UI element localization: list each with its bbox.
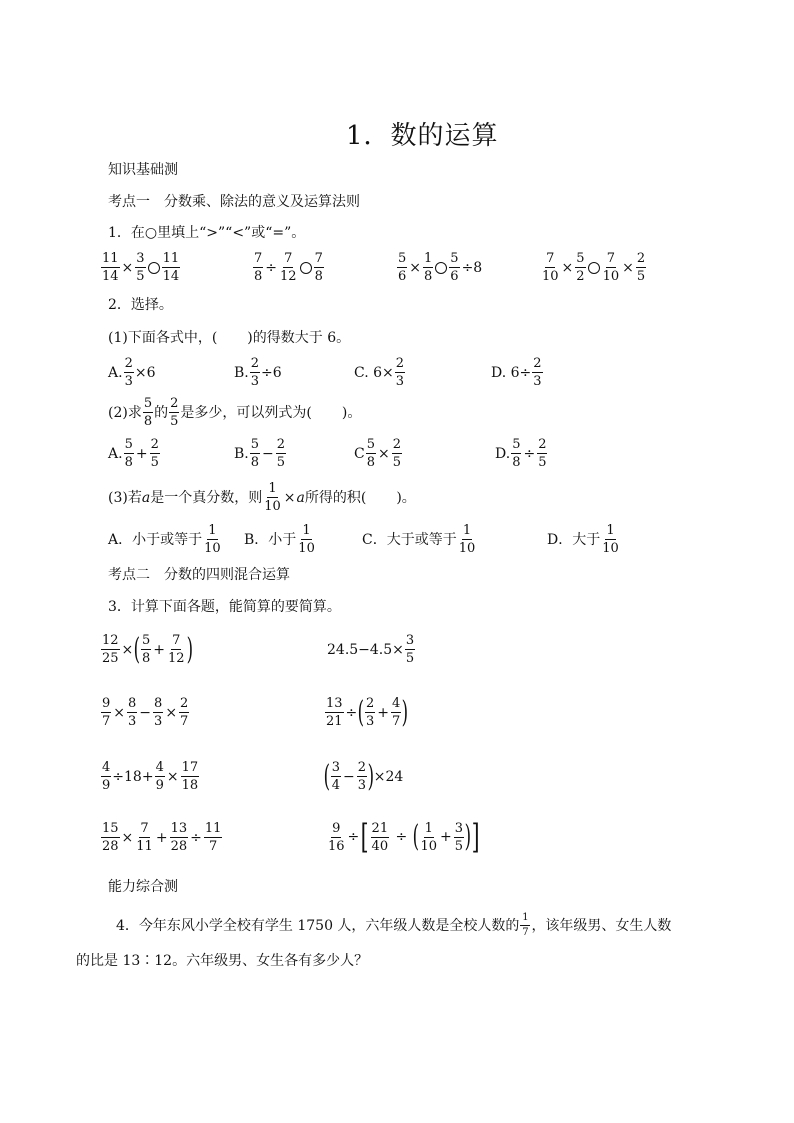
fraction: $\frac{2}{5}$ — [538, 437, 547, 470]
fraction: $\frac{1}{10}$ — [298, 523, 315, 556]
q1-expression-1: $\frac{11}{14}$ × $\frac{3}{5}$ $\frac{11}{14}$ — [102, 251, 180, 284]
q2-sub1-option-a[interactable]: A. $\frac{2}{3}$ ×6 — [108, 356, 156, 389]
fraction: $\frac{2}{3}$ — [124, 356, 133, 389]
fraction: $\frac{5}{8}$ — [366, 437, 375, 470]
fraction: $\frac{7}{8}$ — [254, 251, 263, 284]
q2-sub3-option-b[interactable]: B．小于 $\frac{1}{10}$ — [244, 523, 315, 556]
section-heading-basic: 知识基础测 — [108, 162, 178, 178]
answer-circle[interactable] — [435, 262, 447, 274]
fraction: $\frac{2}{5}$ — [150, 437, 159, 470]
q2-sub3-option-c[interactable]: C．大于或等于 $\frac{1}{10}$ — [362, 523, 476, 556]
fraction: $\frac{1}{10}$ — [458, 523, 476, 556]
page-title: 1．数的运算 — [346, 121, 499, 151]
fraction: $\frac{1}{10}$ — [204, 523, 221, 556]
fraction: $\frac{2}{5}$ — [276, 437, 286, 470]
question-1-text: 1．在○里填上“>”“<”或“=”。 — [108, 225, 306, 241]
fraction: $\frac{5}{8}$ — [143, 396, 153, 429]
q1-expression-4: $\frac{7}{10}$ × $\frac{5}{2}$ $\frac{7}{10}$ × $\frac{2}{5}$ — [542, 251, 646, 284]
q3-expression-1: $\frac{12}{25}$ × ( $\frac{5}{8}$ + $\frac{7}{12}$ ) — [102, 631, 193, 667]
topic-heading-2: 考点二 分数的四则混合运算 — [108, 567, 290, 583]
fraction: $\frac{11}{14}$ — [162, 251, 180, 284]
q3-expression-8: $\frac{9}{16}$ ÷ [ $\frac{21}{40}$ ÷ ( $\frac{1}{10}$ + $\frac{3}{5}$ ) ] — [328, 817, 480, 857]
q3-expression-2: 24.5−4.5× $\frac{3}{5}$ — [327, 633, 415, 666]
q3-expression-7: $\frac{15}{28}$ × $\frac{7}{11}$ + $\frac{13}{28}$ ÷ $\frac{11}{7}$ — [102, 821, 222, 854]
topic-heading-1: 考点一 分数乘、除法的意义及运算法则 — [108, 194, 360, 210]
answer-circle[interactable] — [148, 262, 160, 274]
fraction: $\frac{2}{3}$ — [395, 356, 405, 389]
fraction: $\frac{7}{12}$ — [280, 251, 297, 284]
q2-sub2-option-b[interactable]: B. $\frac{5}{8}$ − $\frac{2}{5}$ — [234, 437, 286, 470]
answer-circle[interactable] — [300, 262, 312, 274]
fraction: $\frac{1}{8}$ — [424, 251, 433, 284]
answer-circle[interactable] — [588, 262, 600, 274]
fraction: $\frac{5}{8}$ — [512, 437, 521, 470]
q3-expression-4: $\frac{13}{21}$ ÷ ( $\frac{2}{3}$ + $\frac{4}{7}$ ) — [326, 694, 409, 730]
section-heading-ability: 能力综合测 — [108, 879, 178, 895]
q2-sub1-stem: (1)下面各式中，( )的得数大于 6。 — [108, 330, 351, 346]
fraction: $\frac{7}{8}$ — [314, 251, 323, 284]
q3-expression-5: $\frac{4}{9}$ ÷18+ $\frac{4}{9}$ × $\frac{17}{18}$ — [102, 760, 199, 793]
q1-expression-2: $\frac{7}{8}$ ÷ $\frac{7}{12}$ $\frac{7}{8}$ — [254, 251, 323, 284]
q2-sub2-option-d[interactable]: D. $\frac{5}{8}$ ÷ $\frac{2}{5}$ — [495, 437, 547, 470]
fraction: $\frac{2}{3}$ — [533, 356, 542, 389]
fraction: $\frac{11}{14}$ — [102, 251, 119, 284]
fraction: $\frac{1}{10}$ — [264, 481, 281, 514]
fraction: $\frac{5}{8}$ — [124, 437, 133, 470]
question-2-text: 2．选择。 — [108, 297, 173, 313]
q1-expression-3: $\frac{5}{6}$ × $\frac{1}{8}$ $\frac{5}{6}$ ÷8 — [398, 251, 483, 284]
fraction: $\frac{2}{5}$ — [636, 251, 646, 284]
fraction: $\frac{5}{6}$ — [398, 251, 407, 284]
fraction: $\frac{3}{5}$ — [136, 251, 145, 284]
fraction: $\frac{2}{5}$ — [392, 437, 402, 470]
q2-sub1-option-c[interactable]: C. 6× $\frac{2}{3}$ — [354, 356, 405, 389]
fraction: $\frac{7}{10}$ — [542, 251, 559, 284]
q2-sub1-option-d[interactable]: D. 6÷ $\frac{2}{3}$ — [491, 356, 542, 389]
q2-sub3-option-a[interactable]: A．小于或等于 $\frac{1}{10}$ — [108, 523, 221, 556]
fraction: $\frac{5}{6}$ — [450, 251, 459, 284]
question-4-line-2: 的比是 13∶12。六年级男、女生各有多少人？ — [76, 953, 369, 969]
q2-sub3-option-d[interactable]: D．大于 $\frac{1}{10}$ — [547, 523, 619, 556]
q2-sub1-option-b[interactable]: B. $\frac{2}{3}$ ÷6 — [234, 356, 282, 389]
question-4-line-1: 4．今年东风小学全校有学生 1750 人，六年级人数是全校人数的 $\frac{1}{7}$ ，该年级男、女生人数 — [116, 912, 672, 938]
fraction: $\frac{2}{3}$ — [250, 356, 260, 389]
fraction: $\frac{5}{2}$ — [576, 251, 585, 284]
q2-sub2-stem: (2)求 $\frac{5}{8}$ 的 $\frac{2}{5}$ 是多少，可以列式为( )。 — [108, 396, 362, 429]
q2-sub2-option-c[interactable]: C $\frac{5}{8}$ × $\frac{2}{5}$ — [354, 437, 402, 470]
q2-sub3-stem: (3)若 a 是一个真分数，则 $\frac{1}{10}$ × a 所得的积( )。 — [108, 481, 416, 514]
fraction: $\frac{1}{10}$ — [602, 523, 619, 556]
fraction: $\frac{2}{5}$ — [170, 396, 179, 429]
q2-sub2-option-a[interactable]: A. $\frac{5}{8}$ + $\frac{2}{5}$ — [108, 437, 159, 470]
fraction: $\frac{7}{10}$ — [602, 251, 620, 284]
fraction: $\frac{5}{8}$ — [250, 437, 260, 470]
q3-expression-6: ( $\frac{3}{4}$ − $\frac{2}{3}$ ) ×24 — [323, 758, 404, 794]
q3-expression-3: $\frac{9}{7}$ × $\frac{8}{3}$ − $\frac{8}{3}$ × $\frac{2}{7}$ — [102, 696, 189, 729]
question-3-text: 3．计算下面各题，能简算的要简算。 — [108, 599, 341, 615]
